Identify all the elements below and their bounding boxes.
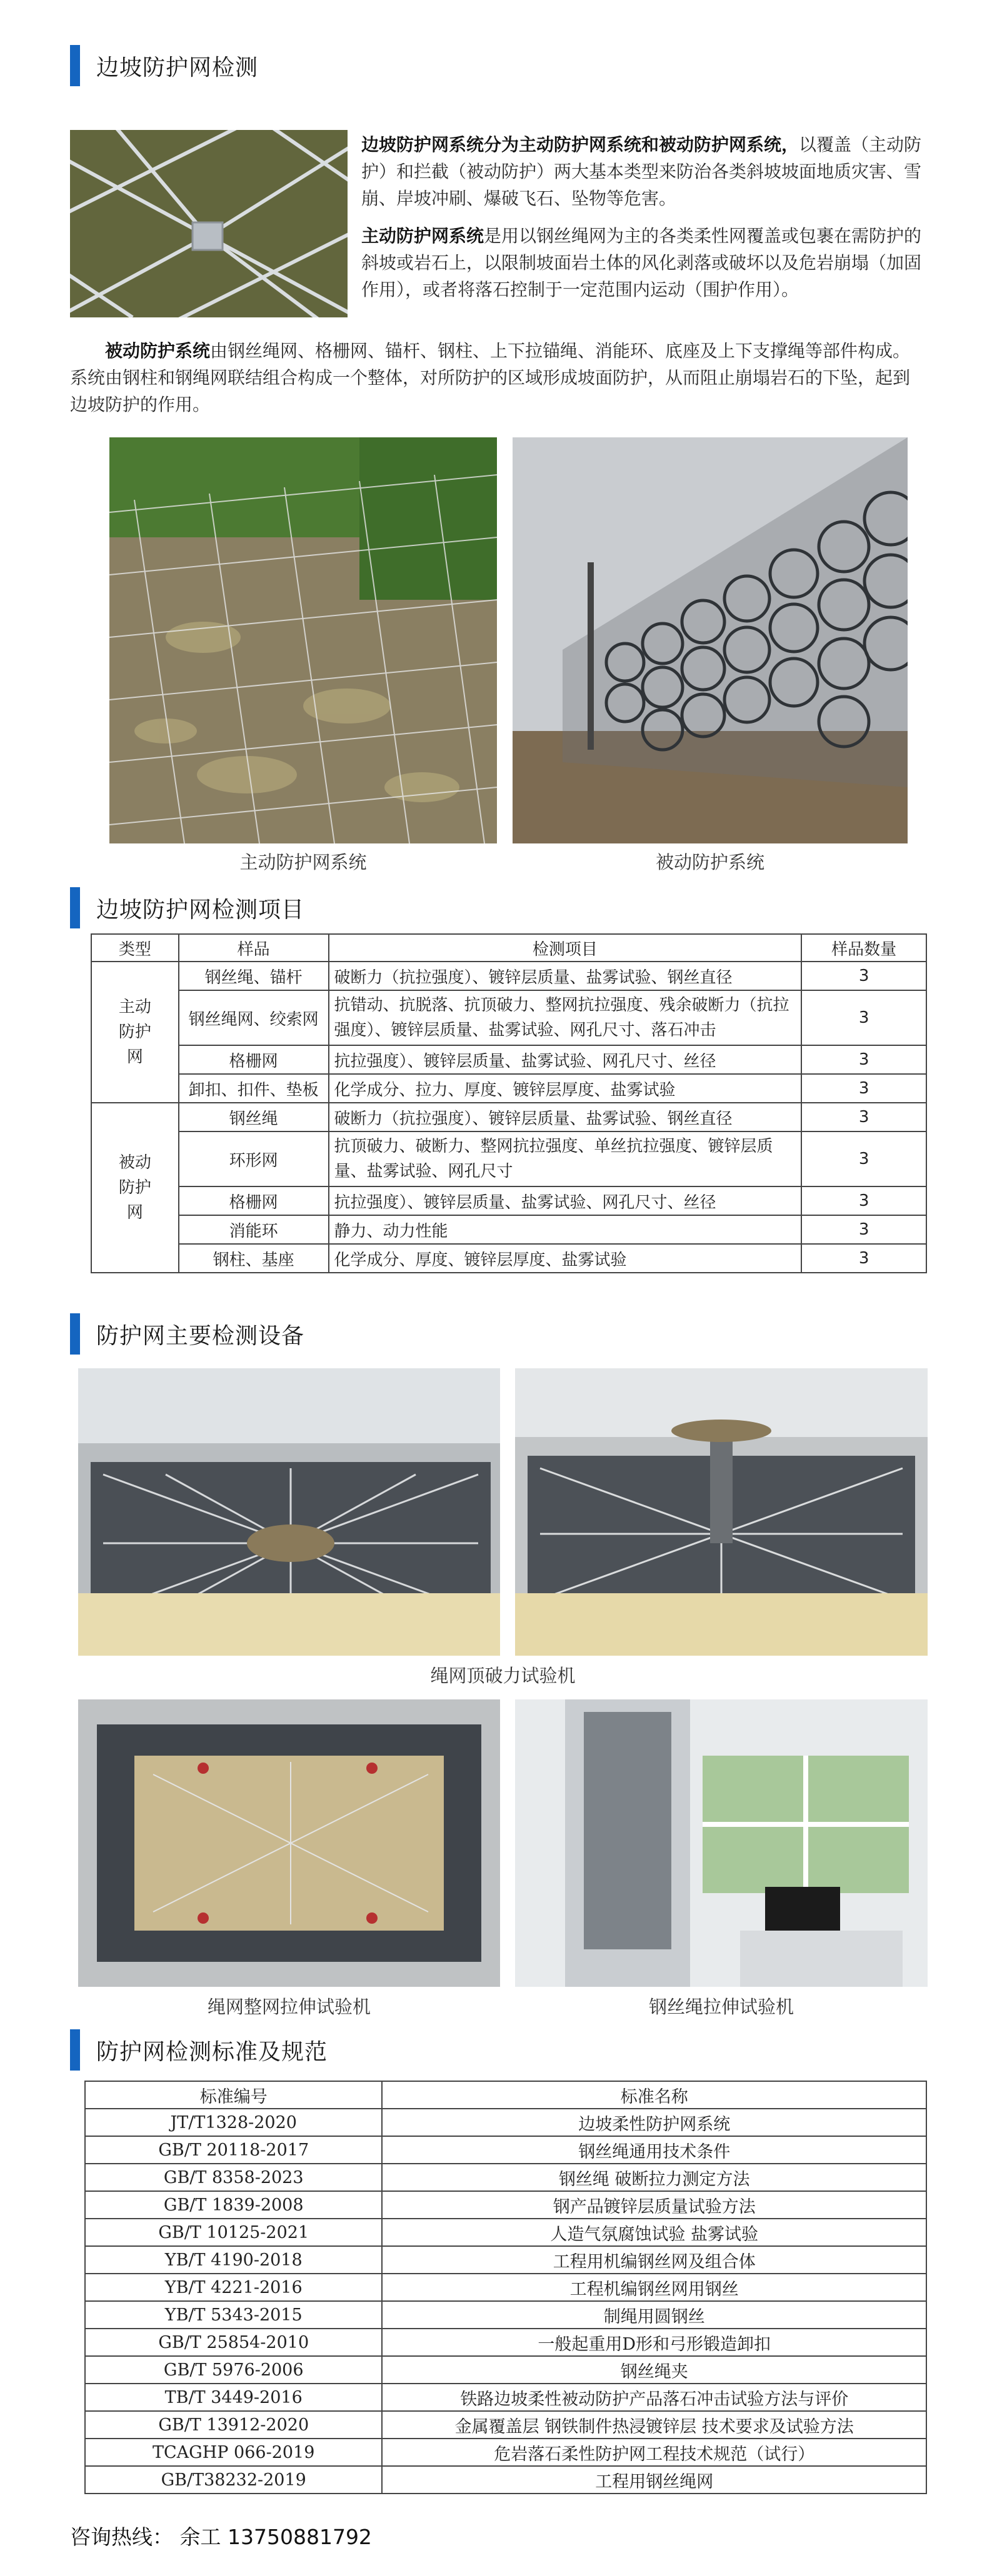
net-tensile-machine-photo — [78, 1699, 500, 1987]
burst-test-machine-photo-2 — [515, 1368, 928, 1656]
table-header-row: 类型 样品 检测项目 样品数量 — [91, 934, 926, 962]
section-title-equipment: 防护网主要检测设备 — [70, 1313, 304, 1355]
table-row: GB/T38232-2019 工程用钢丝绳网 — [85, 2466, 926, 2494]
table-row: GB/T 20118-2017 钢丝绳通用技术条件 — [85, 2136, 926, 2164]
table-row: YB/T 5343-2015 制绳用圆钢丝 — [85, 2301, 926, 2329]
intro-paragraph-3: 被动防护系统由钢丝绳网、格栅网、锚杆、钢柱、上下拉锚绳、消能环、底座及上下支撑绳等部件构成。系统由钢柱和钢绳网联结组合构成一个整体，对所防护的区域形成坡面防护，从而阻止崩塌岩石的下坠，起到边坡防护的作用。 — [70, 341, 911, 415]
caption-net-tensile-machine: 绳网整网拉伸试验机 — [207, 1996, 371, 2017]
intro-paragraph-2: 主动防护网系统是用以钢丝绳网为主的各类柔性网覆盖或包裹在需防护的斜坡或岩石上，以限制坡面岩土体的风化剥落或破坏以及危岩崩塌（加固作用），或者将落石控制于一定范围内运动（围护作用）。 — [361, 226, 922, 300]
net-closeup-photo — [70, 130, 348, 317]
table-row: GB/T 1839-2008 钢产品镀锌层质量试验方法 — [85, 2191, 926, 2219]
table-row: GB/T 8358-2023 钢丝绳 破断拉力测定方法 — [85, 2164, 926, 2191]
table-row: 主动 防护 网 钢丝绳、锚杆 破断力（抗拉强度）、镀锌层质量、盐雾试验、钢丝直径 3 — [91, 962, 926, 990]
title-accent-bar — [70, 45, 80, 86]
table-row: GB/T 25854-2010 一般起重用D形和弓形锻造卸扣 — [85, 2329, 926, 2356]
caption-passive-net: 被动防护系统 — [655, 852, 764, 873]
table-row: 格栅网 抗拉强度）、镀锌层质量、盐雾试验、网孔尺寸、丝径 3 — [91, 1045, 926, 1074]
caption-burst-test-machine: 绳网顶破力试验机 — [430, 1665, 576, 1686]
table-row: GB/T 13912-2020 金属覆盖层 钢铁制件热浸镀锌层 技术要求及试验方法 — [85, 2411, 926, 2439]
table-row: TCAGHP 066-2019 危岩落石柔性防护网工程技术规范（试行） — [85, 2439, 926, 2466]
active-net-system-photo — [109, 437, 497, 843]
intro-paragraph-1: 边坡防护网系统分为主动防护网系统和被动防护网系统，以覆盖（主动防护）和拦截（被动防护）两大基本类型来防治各类斜坡坡面地质灾害、雪崩、岸坡冲刷、爆破飞石、坠物等危害。 — [361, 134, 922, 209]
table-header-row: 标准编号 标准名称 — [85, 2081, 926, 2109]
group-cell-passive: 被动 防护 网 — [91, 1103, 179, 1273]
section-title-test-items: 边坡防护网检测项目 — [70, 887, 304, 928]
standards-table — [84, 2081, 927, 2494]
wire-rope-tensile-machine-photo — [515, 1699, 928, 1987]
table-row: 格栅网 抗拉强度）、镀锌层质量、盐雾试验、网孔尺寸、丝径 3 — [91, 1186, 926, 1215]
table-row: 钢柱、基座 化学成分、厚度、镀锌层厚度、盐雾试验 3 — [91, 1244, 926, 1273]
table-row: GB/T 10125-2021 人造气氛腐蚀试验 盐雾试验 — [85, 2219, 926, 2246]
caption-wire-rope-tensile-machine: 钢丝绳拉伸试验机 — [648, 1996, 794, 2017]
title-accent-bar — [70, 1313, 80, 1355]
passive-net-system-photo — [513, 437, 908, 843]
caption-active-net: 主动防护网系统 — [239, 852, 367, 873]
table-row: YB/T 4221-2016 工程机编钢丝网用钢丝 — [85, 2274, 926, 2301]
title-accent-bar — [70, 887, 80, 928]
table-row: 被动 防护 网 钢丝绳 破断力（抗拉强度）、镀锌层质量、盐雾试验、钢丝直径 3 — [91, 1103, 926, 1131]
table-row: 环形网 抗顶破力、破断力、整网抗拉强度、单丝抗拉强度、镀锌层质量、盐雾试验、网孔尺寸 3 — [91, 1131, 926, 1186]
section-title-slope-net-testing: 边坡防护网检测 — [70, 45, 258, 86]
table-row: JT/T1328-2020 边坡柔性防护网系统 — [85, 2109, 926, 2136]
consultation-hotline: 咨询热线： 余工 13750881792 — [70, 2525, 372, 2549]
table-row: 卸扣、扣件、垫板 化学成分、拉力、厚度、镀锌层厚度、盐雾试验 3 — [91, 1074, 926, 1103]
table-row: 消能环 静力、动力性能 3 — [91, 1215, 926, 1244]
table-row: YB/T 4190-2018 工程用机编钢丝网及组合体 — [85, 2246, 926, 2274]
table-row: 钢丝绳网、绞索网 抗错动、抗脱落、抗顶破力、整网抗拉强度、残余破断力（抗拉强度）、镀锌层质量、盐雾试验、网孔尺寸、落石冲击 3 — [91, 990, 926, 1045]
group-cell-active: 主动 防护 网 — [91, 962, 179, 1103]
test-items-table — [91, 933, 927, 1273]
section-title-standards: 防护网检测标准及规范 — [70, 2029, 328, 2071]
burst-test-machine-photo-1 — [78, 1368, 500, 1656]
table-row: TB/T 3449-2016 铁路边坡柔性被动防护产品落石冲击试验方法与评价 — [85, 2384, 926, 2411]
table-row: GB/T 5976-2006 钢丝绳夹 — [85, 2356, 926, 2384]
title-accent-bar — [70, 2029, 80, 2071]
